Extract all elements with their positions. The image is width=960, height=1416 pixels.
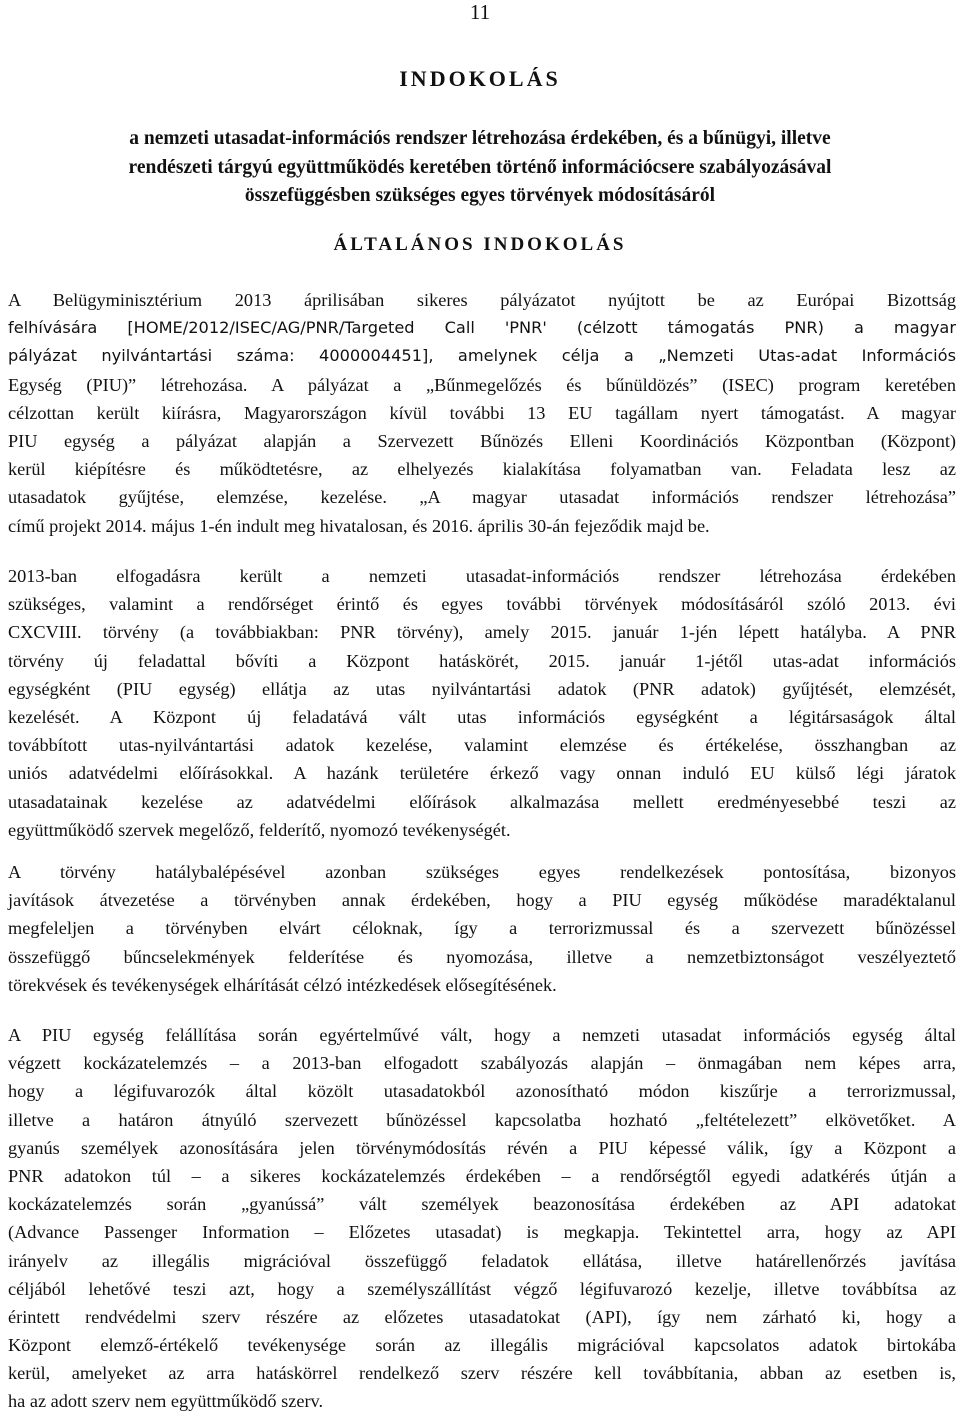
paragraph-line: irányelv az illegális migrációval összefüggő feladatok ellátása, illetve határellenőrzés javítása [8, 1250, 956, 1271]
paragraph-line: gyanús személyek azonosítására jelen törvénymódosítás révén a PIU képessé válik, így a Központ a [8, 1137, 956, 1158]
paragraph-line: megfeleljen a törvényben elvárt céloknak, így a terrorizmussal és a szervezett bűnözéssel [8, 918, 956, 939]
paragraph-line: CXCVIII. törvény (a továbbiakban: PNR törvény), amely 2015. január 1-jén lépett hatályba. A PNR [8, 622, 956, 643]
paragraph-3 [8, 858, 956, 999]
paragraph-line: PIU egység a pályázat alapján a Szervezett Bűnözés Elleni Koordinációs Központban (Központ) [8, 430, 956, 451]
paragraph-line: A Belügyminisztérium 2013 áprilisában sikeres pályázatot nyújtott be az Európai Bizottság [8, 290, 956, 310]
paragraph-line: törvény új feladattal bővíti a Központ hatáskörét, 2015. január 1-jétől utas-adat információs [8, 650, 956, 671]
paragraph-line: illetve a határon átnyúló szervezett bűnözéssel kapcsolatba hozható „feltételezett” elkövetőket. A [8, 1109, 956, 1130]
paragraph-line: pályázat nyilvántartási száma: 4000004451], amelynek célja a „Nemzeti Utas-adat Információs [8, 346, 956, 366]
paragraph-line: A PIU egység felállítása során egyértelművé vált, hogy a nemzeti utasadat információs egység által [8, 1025, 956, 1045]
document-title: INDOKOLÁS [399, 66, 561, 91]
paragraph-line: PNR adatokon túl – a sikeres kockázatelemzés érdekében – a rendőrségtől egyedi adatkérés útján a [8, 1165, 956, 1186]
paragraph-line: (Advance Passenger Information – Előzetes utasadat) is megkapja. Tekintettel arra, hogy az API [8, 1222, 956, 1243]
paragraph-line: kerül, amelyeket az arra hatáskörrel rendelkező szerv részére kell továbbítania, abban az esetben is, [8, 1363, 956, 1384]
paragraph-line: összefüggő bűncselekmények felderítése és nyomozása, illetve a nemzetbiztonságot veszélyeztető [8, 946, 956, 967]
document-subtitle [0, 125, 960, 211]
paragraph-line: együttműködő szervek megelőző, felderítő, nyomozó tevékenységét. [8, 819, 511, 840]
paragraph-line: Egység (PIU)” létrehozása. A pályázat a „Bűnmegelőzés és bűnüldözés” (ISEC) program keretében [8, 374, 956, 395]
paragraph-line: felhívására [HOME/2012/ISEC/AG/PNR/Targeted Call 'PNR' (célzott támogatás PNR) a magyar [8, 318, 956, 338]
paragraph-line: utasadatainak kezelése az adatvédelmi előírások alkalmazása mellett eredményesebbé teszi az [8, 791, 956, 812]
paragraph-line: céljából lehetővé teszi azt, hogy a személyszállítást végző légifuvarozó kezelje, illetve továbbítsa az [8, 1278, 956, 1299]
paragraph-line: egységként (PIU egység) ellátja az utas nyilvántartási adatok (PNR adatok) gyűjtését, elemzését, [8, 678, 956, 699]
subtitle-line: összefüggésben szükséges egyes törvények módosításáról [244, 185, 716, 206]
paragraph-line: kockázatelemzés során „gyanússá” vált személyek beazonosítása érdekében az API adatokat [8, 1194, 956, 1215]
paragraph-line: szükséges, valamint a rendőrséget érintő és egyes további törvények módosításáról szóló 2013. évi [8, 594, 956, 615]
subtitle-line: rendészeti tárgyú együttműködés keretében történő információcsere szabályozásával [128, 156, 832, 178]
paragraph-line: A törvény hatálybalépésével azonban szükséges egyes rendelkezések pontosítása, bizonyos [8, 862, 956, 882]
section-title: ÁLTALÁNOS INDOKOLÁS [333, 234, 627, 255]
paragraph-line: érintett rendvédelmi szerv részére az előzetes utasadatokat (API), így nem zárható ki, hogy a [8, 1306, 956, 1327]
paragraph-line: végzett kockázatelemzés – a 2013-ban elfogadott szabályozás alapján – önmagában nem képes arra, [8, 1053, 956, 1074]
paragraph-2 [8, 562, 956, 844]
paragraph-line: hogy a légifuvarozók által közölt utasadatokból azonosítható módon kiszűrje a terrorizmussal, [8, 1081, 956, 1102]
paragraph-4 [8, 1021, 956, 1416]
paragraph-line: törekvések és tevékenységek elhárítását célzó intézkedések elősegítésének. [8, 974, 557, 995]
paragraph-line: utasadatok gyűjtése, elemzése, kezelése. „A magyar utasadat információs rendszer létrehozása” [8, 487, 956, 508]
page-number: 11 [469, 0, 491, 24]
paragraph-line: kerül kiépítésre és működtetésre, az elhelyezés kialakítása folyamatban van. Feladata lesz az [8, 459, 956, 480]
paragraph-line: javítások átvezetése a törvényben annak érdekében, hogy a PIU egység működése maradéktalanul [8, 890, 956, 911]
paragraph-line: célzottan került kiírásra, Magyarországon kívül további 13 EU tagállam nyert támogatást. A magyar [8, 402, 956, 423]
paragraph-line: 2013-ban elfogadásra került a nemzeti utasadat-információs rendszer létrehozása érdekében [8, 566, 956, 586]
paragraph-line: Központ elemző-értékelő tevékenysége során az illegális migrációval kapcsolatos adatok birtokába [8, 1335, 956, 1356]
paragraph-line: című projekt 2014. május 1-én indult meg hivatalosan, és 2016. április 30-án fejeződik majd be. [8, 515, 710, 536]
paragraph-line: továbbított utas-nyilvántartási adatok kezelése, valamint elemzése és értékelése, összhangban az [8, 735, 956, 756]
paragraph-line: ha az adott szerv nem együttműködő szerv. [8, 1391, 324, 1412]
paragraph-line: kezelését. A Központ új feladatává vált utas információs egységként a légitársaságok által [8, 706, 956, 727]
paragraph-1 [8, 286, 956, 540]
paragraph-line: uniós adatvédelmi előírásokkal. A hazánk területére érkező vagy onnan induló EU külső légi járatok [8, 763, 956, 784]
subtitle-line: a nemzeti utasadat-információs rendszer létrehozása érdekében, és a bűnügyi, illetve [129, 128, 831, 149]
